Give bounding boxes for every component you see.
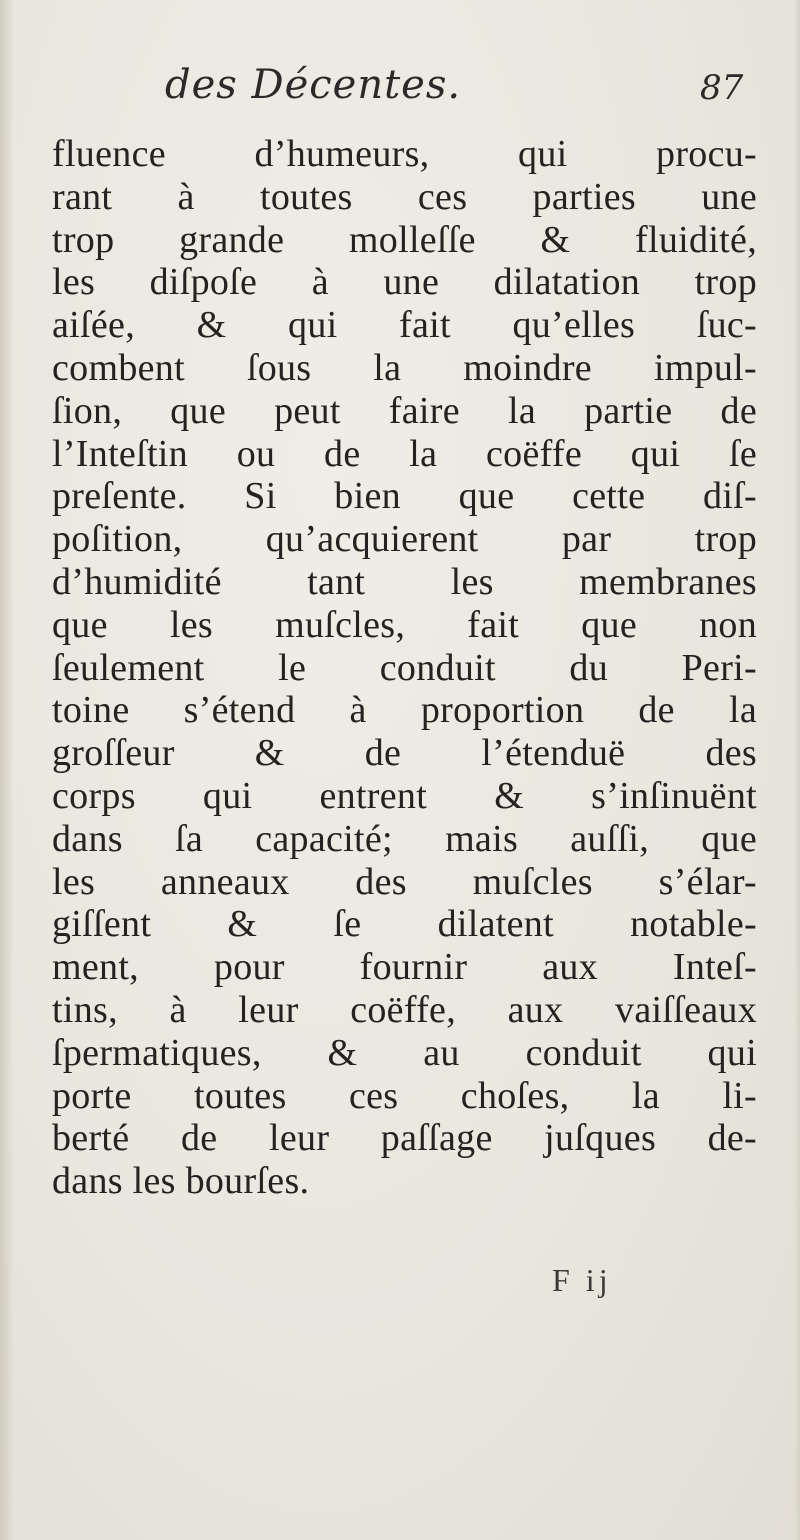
body-text xyxy=(52,133,757,1203)
text-line: preſente. Si bien que cette diſ- xyxy=(52,475,757,518)
text-line: combent ſous la moindre impul- xyxy=(52,346,757,389)
text-line: tins, à leur coëffe, aux vaiſſeaux xyxy=(52,988,757,1031)
text-line: giſſent & ſe dilatent notable- xyxy=(52,903,757,946)
text-line: ment, pour fournir aux Inteſ- xyxy=(52,946,757,989)
text-line: ſpermatiques, & au conduit qui xyxy=(52,1031,757,1074)
running-head: des Décentes. xyxy=(165,62,462,108)
text-line: les anneaux des muſcles s’élar- xyxy=(52,860,757,903)
text-line: dans les bourſes. xyxy=(52,1160,310,1203)
page-header xyxy=(0,62,800,122)
text-line: fluence d’humeurs, qui procu- xyxy=(52,133,757,175)
text-line: d’humidité tant les membranes xyxy=(52,560,757,603)
text-line: porte toutes ces choſes, la li- xyxy=(52,1074,757,1117)
text-line: trop grande molleſſe & fluidité, xyxy=(52,218,757,261)
text-line: ſion, que peut faire la partie de xyxy=(52,389,757,432)
text-line: poſition, qu’acquierent par trop xyxy=(52,518,757,561)
text-line: corps qui entrent & s’inſinuënt xyxy=(52,774,757,817)
text-line: rant à toutes ces parties une xyxy=(52,175,757,218)
text-line: aiſée, & qui fait qu’elles ſuc- xyxy=(52,304,757,347)
text-line: dans ſa capacité; mais auſſi, que xyxy=(52,817,757,860)
text-line: ſeulement le conduit du Peri- xyxy=(52,646,757,689)
page-number: 87 xyxy=(700,68,744,108)
text-line: berté de leur paſſage juſques de- xyxy=(52,1117,757,1160)
text-line: toine s’étend à proportion de la xyxy=(52,689,757,732)
gutter-shadow xyxy=(0,0,14,1540)
page-edge xyxy=(794,0,800,1540)
text-line: l’Inteſtin ou de la coëffe qui ſe xyxy=(52,432,757,475)
text-line: que les muſcles, fait que non xyxy=(52,603,757,646)
signature-mark: F ij xyxy=(552,1262,612,1298)
text-line: les diſpoſe à une dilatation trop xyxy=(52,261,757,304)
text-line: groſſeur & de l’étenduë des xyxy=(52,732,757,775)
